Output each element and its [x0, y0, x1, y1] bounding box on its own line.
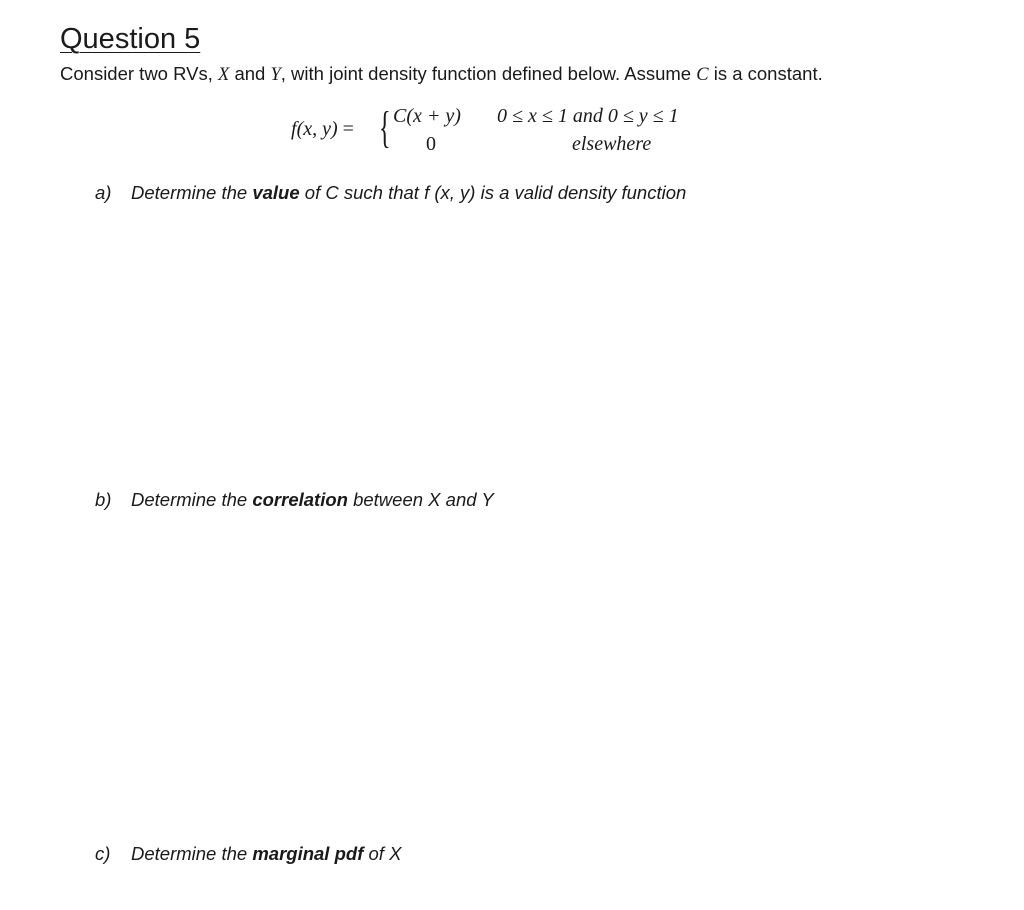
part-a-text-before: Determine the	[131, 182, 253, 203]
equation-lhs-f: f	[291, 118, 297, 140]
equation-lhs	[291, 118, 354, 141]
part-c-label: c)	[95, 843, 111, 864]
equation-case1-expr: C(x + y)	[393, 105, 461, 127]
part-c-text-before: Determine the	[131, 843, 253, 864]
part-c-text-after: of X	[363, 843, 402, 864]
equation-case2-expr: 0	[426, 133, 436, 155]
intro-mid: , with joint density function defined below. Assume	[280, 63, 697, 84]
part-a-label: a)	[95, 182, 112, 203]
intro-prefix: Consider two RVs,	[60, 63, 218, 84]
intro-suffix: is a constant.	[708, 63, 823, 84]
question-title: Question 5	[60, 23, 201, 55]
intro-var-c: C	[696, 65, 709, 85]
part-a-text-after: of C such that f (x, y) is a valid density function	[299, 182, 687, 203]
part-b-label: b)	[95, 489, 112, 510]
intro-var-x: X	[218, 65, 230, 85]
joint-density-equation	[0, 0, 1024, 170]
equation-case1-condition: 0 ≤ x ≤ 1 and 0 ≤ y ≤ 1	[497, 105, 679, 127]
part-b-text-before: Determine the	[131, 489, 253, 510]
part-c-bold: marginal pdf	[252, 843, 364, 864]
intro-and: and	[229, 63, 271, 84]
part-b-text-after: between X and Y	[347, 489, 494, 510]
equation-brace: {	[379, 103, 391, 152]
equation-lhs-args: (x, y)	[296, 118, 338, 140]
equation-equals: =	[337, 118, 354, 140]
intro-var-y: Y	[270, 65, 281, 85]
part-c	[95, 841, 401, 867]
part-b-bold: correlation	[252, 489, 348, 510]
part-a	[95, 180, 686, 206]
equation-case2-condition: elsewhere	[572, 133, 652, 155]
part-a-bold: value	[252, 182, 300, 203]
part-b	[95, 487, 494, 513]
